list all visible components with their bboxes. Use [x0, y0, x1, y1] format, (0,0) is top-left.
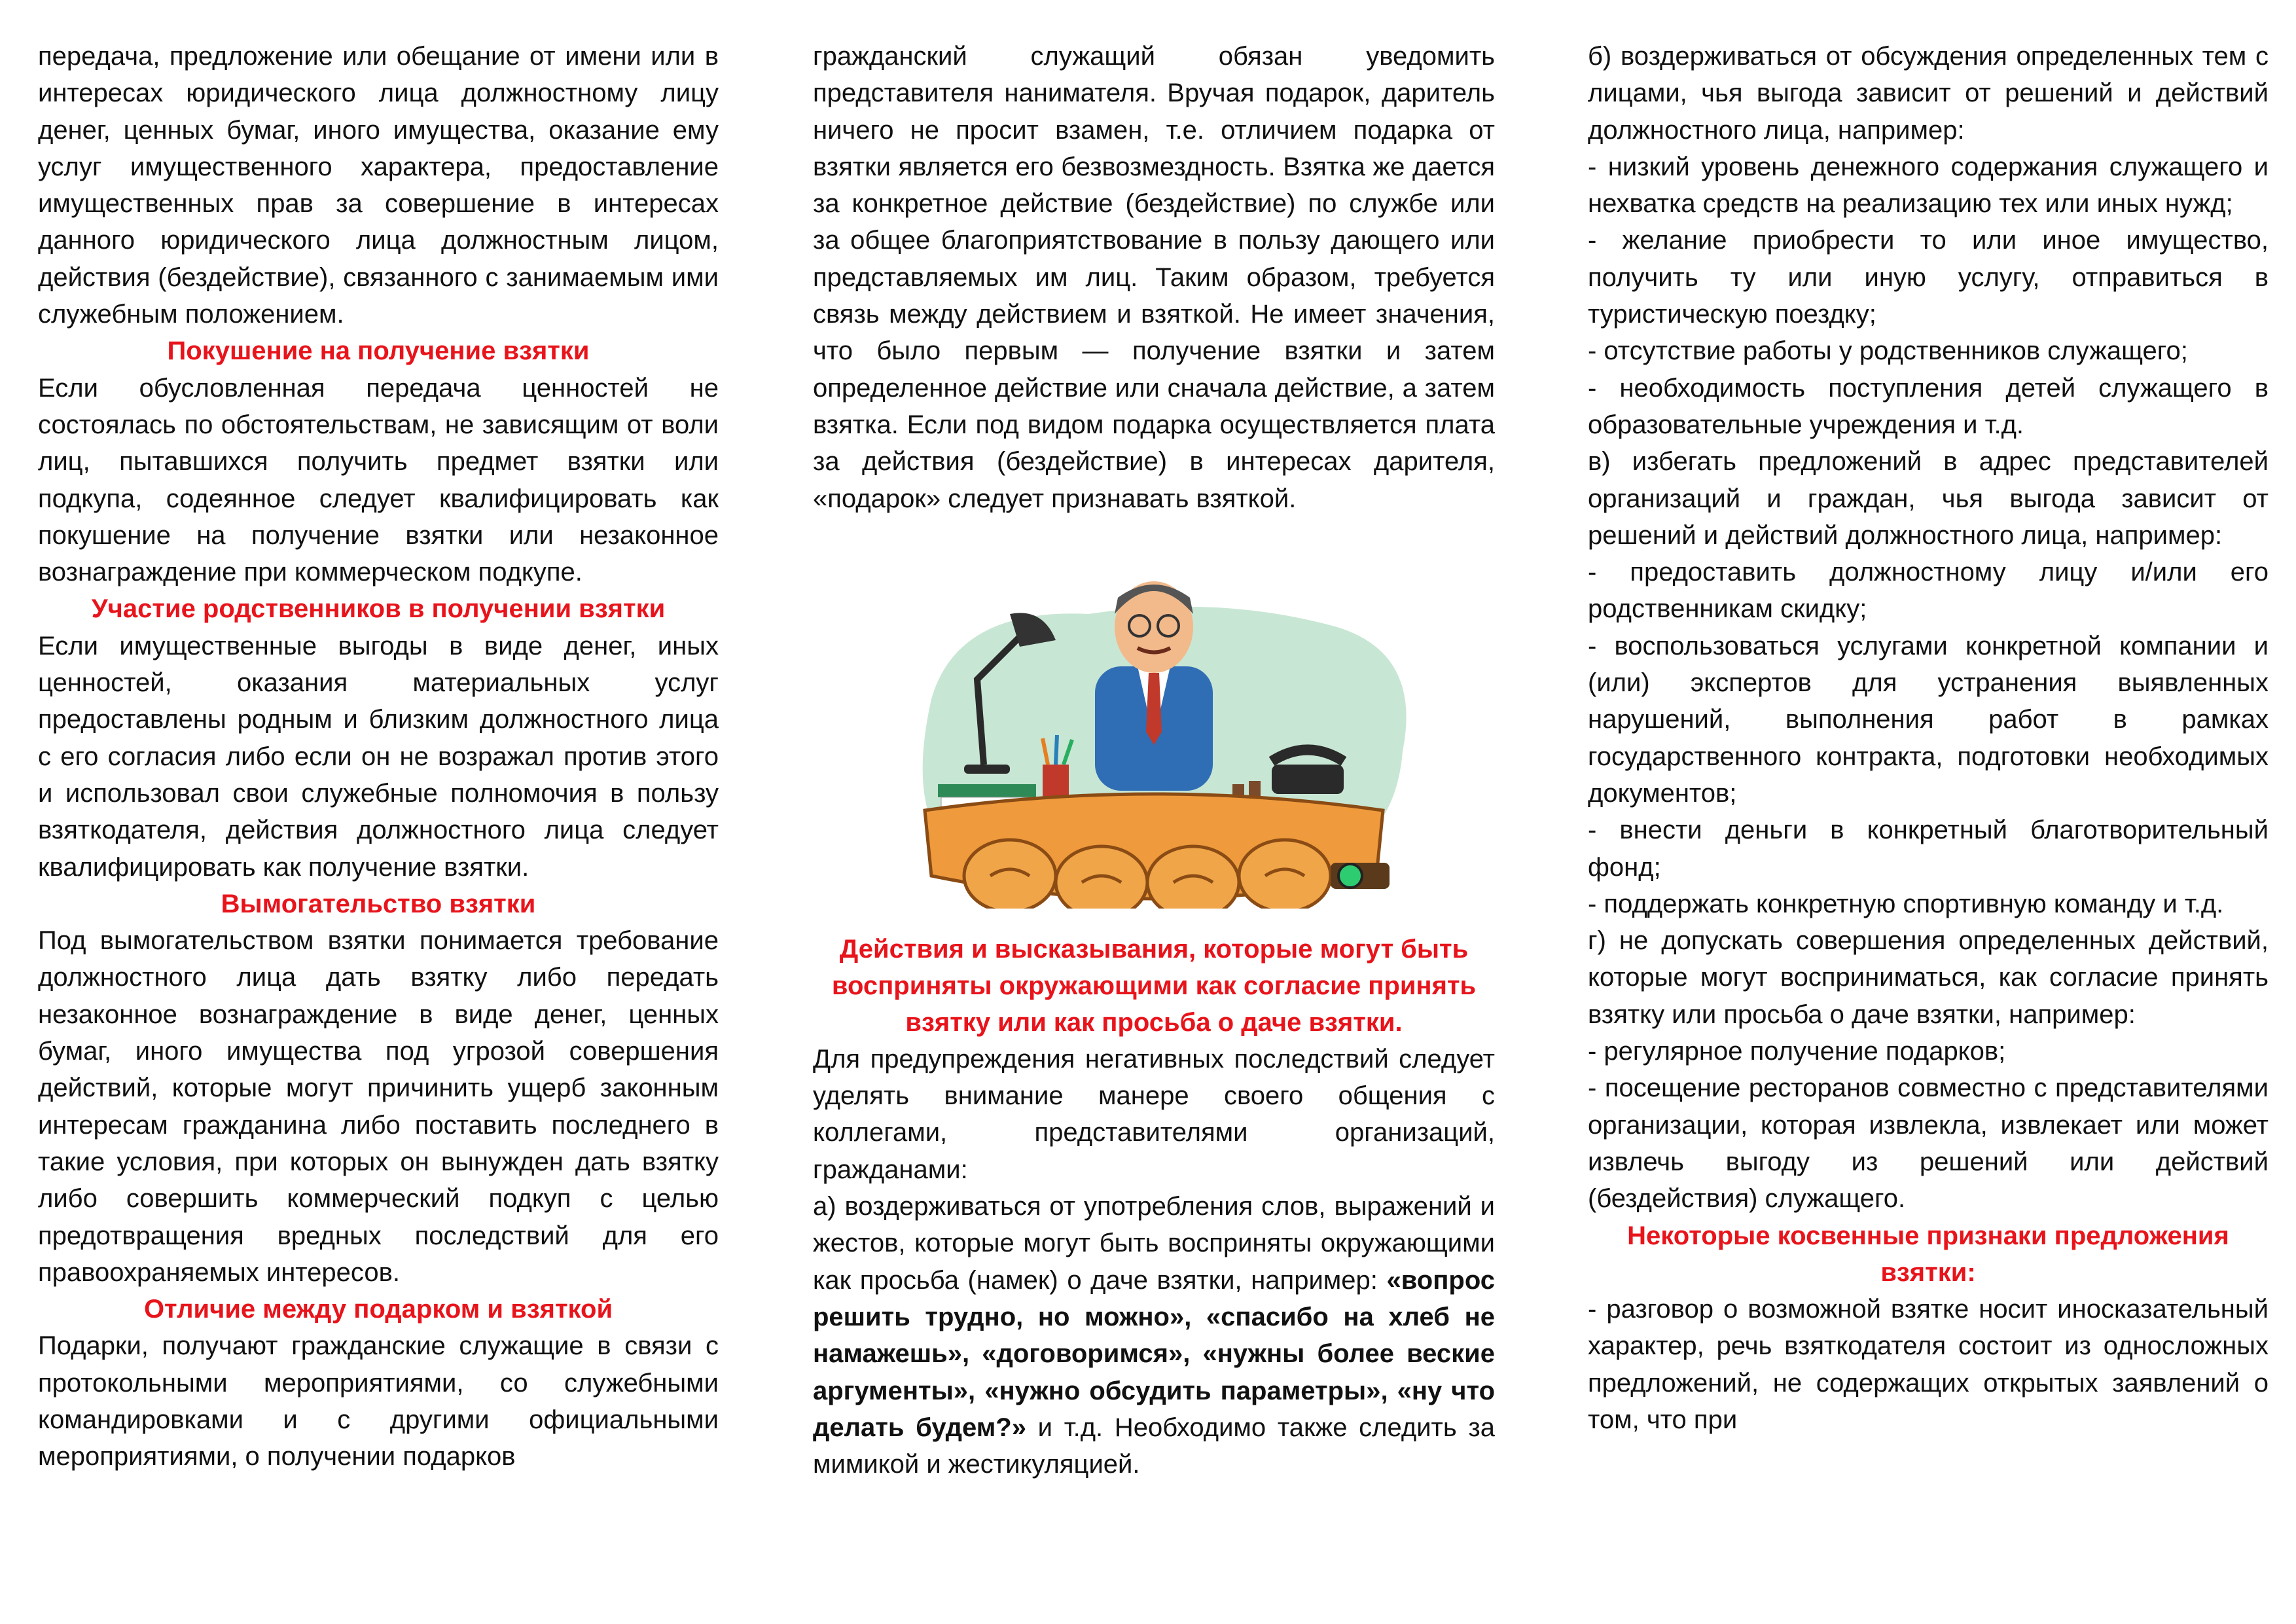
item-c-paragraph: в) избегать предложений в адрес представителей организаций и граждан, чья выгода зависит от решений и действий должностного лица, например: — [1588, 447, 2269, 550]
bribery-cartoon-illustration — [879, 568, 1429, 909]
item-b-list-entry: - отсутствие работы у родственников служащего; — [1588, 336, 2188, 366]
gift-paragraph: Подарки, получают гражданские служащие в связи с протокольными мероприятиями, со служебными командировками и с другими официальными мероприятиями, о получении подарков — [38, 1331, 719, 1471]
item-a-end: и т.д. Необходимо также следить за мимикой и жестикуляцией. — [813, 1413, 1495, 1479]
item-b-list-entry: - необходимость поступления детей служащего в образовательные учреждения и т.д. — [1588, 373, 2269, 439]
item-c-list-entry: - поддержать конкретную спортивную команду и т.д. — [1588, 889, 2224, 918]
intro-paragraph: передача, предложение или обещание от имени или в интересах юридического лица должностному лицу денег, ценных бумаг, иного имущества, оказание ему услуг имущественного характера, предоставление имущественных прав за совершение в интересах данного юридического лица должностным лицом, действия (бездействие), связанного с занимаемым ими служебным положением. — [38, 42, 719, 329]
item-c-list-entry: - предоставить должностному лицу и/или его родственникам скидку; — [1588, 558, 2269, 624]
heading-gift-vs-bribe: Отличие между подарком и взяткой — [143, 1295, 613, 1324]
item-d-list-entry: - посещение ресторанов совместно с представителями организации, которая извлекла, извлекает или может извлечь выгоду из решений или действий (бездействия) служащего. — [1588, 1074, 2269, 1214]
heading-attempt: Покушение на получение взятки — [167, 336, 590, 366]
bomb-clock-icon — [1331, 863, 1390, 889]
heading-relatives: Участие родственников в получении взятки — [91, 594, 666, 624]
extortion-paragraph: Под вымогательством взятки понимается требование должностного лица дать взятку либо передать незаконное вознаграждение в виде денег, ценных бумаг, иного имущества под угрозой совершения действий, которые могут причинить ущерб законным интересам гражданина либо поставить последнего в такие условия, при которых он вынужден дать взятку либо совершить коммерческий подкуп с целью предотвращения вредных последствий для его правоохраняемых интересов. — [38, 926, 719, 1287]
item-d-list-entry: - регулярное получение подарков; — [1588, 1037, 2006, 1066]
item-a-paragraph — [813, 1188, 1495, 1483]
heading-actions-statements: Действия и высказывания, которые могут быть восприняты окружающими как согласие принять взятку или как просьба о даче взятки. — [831, 934, 1477, 1037]
signs-paragraph: - разговор о возможной взятке носит иносказательный характер, речь взяткодателя состоит из односложных предложений, не содержащих открытых заявлений о том, что при — [1588, 1295, 2269, 1434]
item-c-list-entry: - внести деньги в конкретный благотворительный фонд; — [1588, 816, 2269, 882]
column-left — [38, 38, 719, 1475]
column-right — [1588, 38, 2269, 1438]
item-d-paragraph: г) не допускать совершения определенных действий, которые могут восприниматься, как согласие принять взятку или просьба о даче взятки, например: — [1588, 926, 2269, 1029]
item-c-list-entry: - воспользоваться услугами конкретной компании и (или) экспертов для устранения выявленных нарушений, выполнения работ в рамках государственного контракта, подготовки необходимых документов; — [1588, 631, 2269, 808]
attempt-paragraph: Если обусловленная передача ценностей не состоялась по обстоятельствам, не зависящим от воли лиц, пытавшихся получить предмет взятки или подкупа, содеянное следует квалифицировать как покушение на получение взятки или незаконное вознаграждение при коммерческом подкупе. — [38, 373, 719, 587]
item-b-list-entry: - низкий уровень денежного содержания служащего и нехватка средств на реализацию тех или иных нужд; — [1588, 152, 2269, 219]
item-b-list-entry: - желание приобрести то или иное имущество, получить ту или иную услугу, отправиться в туристическую поездку; — [1588, 226, 2269, 329]
column-middle — [813, 38, 1495, 1483]
relatives-paragraph: Если имущественные выгоды в виде денег, иных ценностей, оказания материальных услуг предоставлены родным и близким должностного лица с его согласия либо если он не возражал против этого и использовал свои служебные полномочия в пользу взяткодателя, действия должностного лица следует квалифицировать как получение взятки. — [38, 631, 719, 882]
item-a-quotes: «вопрос решить трудно, но можно», «спасибо на хлеб не намажешь», «договоримся», «нужны более веские аргументы», «нужно обсудить параметры», «ну что делать будем?» — [813, 1265, 1495, 1442]
heading-indirect-signs: Некоторые косвенные признаки предложения взятки: — [1627, 1221, 2229, 1287]
gift-continued-paragraph: гражданский служащий обязан уведомить представителя нанимателя. Вручая подарок, даритель ничего не просит взамен, т.е. отличием подарка от взятки является его безвозмездность. Взятка же дается за конкретное действие (бездействие) по службе или за общее благоприятствование в пользу дающего или представляемых им лиц. Таким образом, требуется связь между действием и взяткой. Не имеет значения, что было первым — получение взятки и затем определенное действие или сначала действие, а затем взятка. Если под видом подарка осуществляется плата за действия (бездействие) в интересах дарителя, «подарок» следует признавать взяткой. — [813, 42, 1495, 513]
prevent-paragraph: Для предупреждения негативных последствий следует уделять внимание манере своего общения с коллегами, представителями организаций, гражданами: — [813, 1044, 1495, 1184]
item-a-start: а) воздерживаться от употребления слов, выражений и жестов, которые могут быть восприняты окружающими как просьба (намек) о даче взятки, например: — [813, 1192, 1495, 1295]
giant-hand-desk-icon — [925, 794, 1383, 909]
item-b-paragraph: б) воздерживаться от обсуждения определенных тем с лицами, чья выгода зависит от решений и действий должностного лица, например: — [1588, 42, 2269, 145]
heading-extortion: Вымогательство взятки — [221, 889, 536, 918]
